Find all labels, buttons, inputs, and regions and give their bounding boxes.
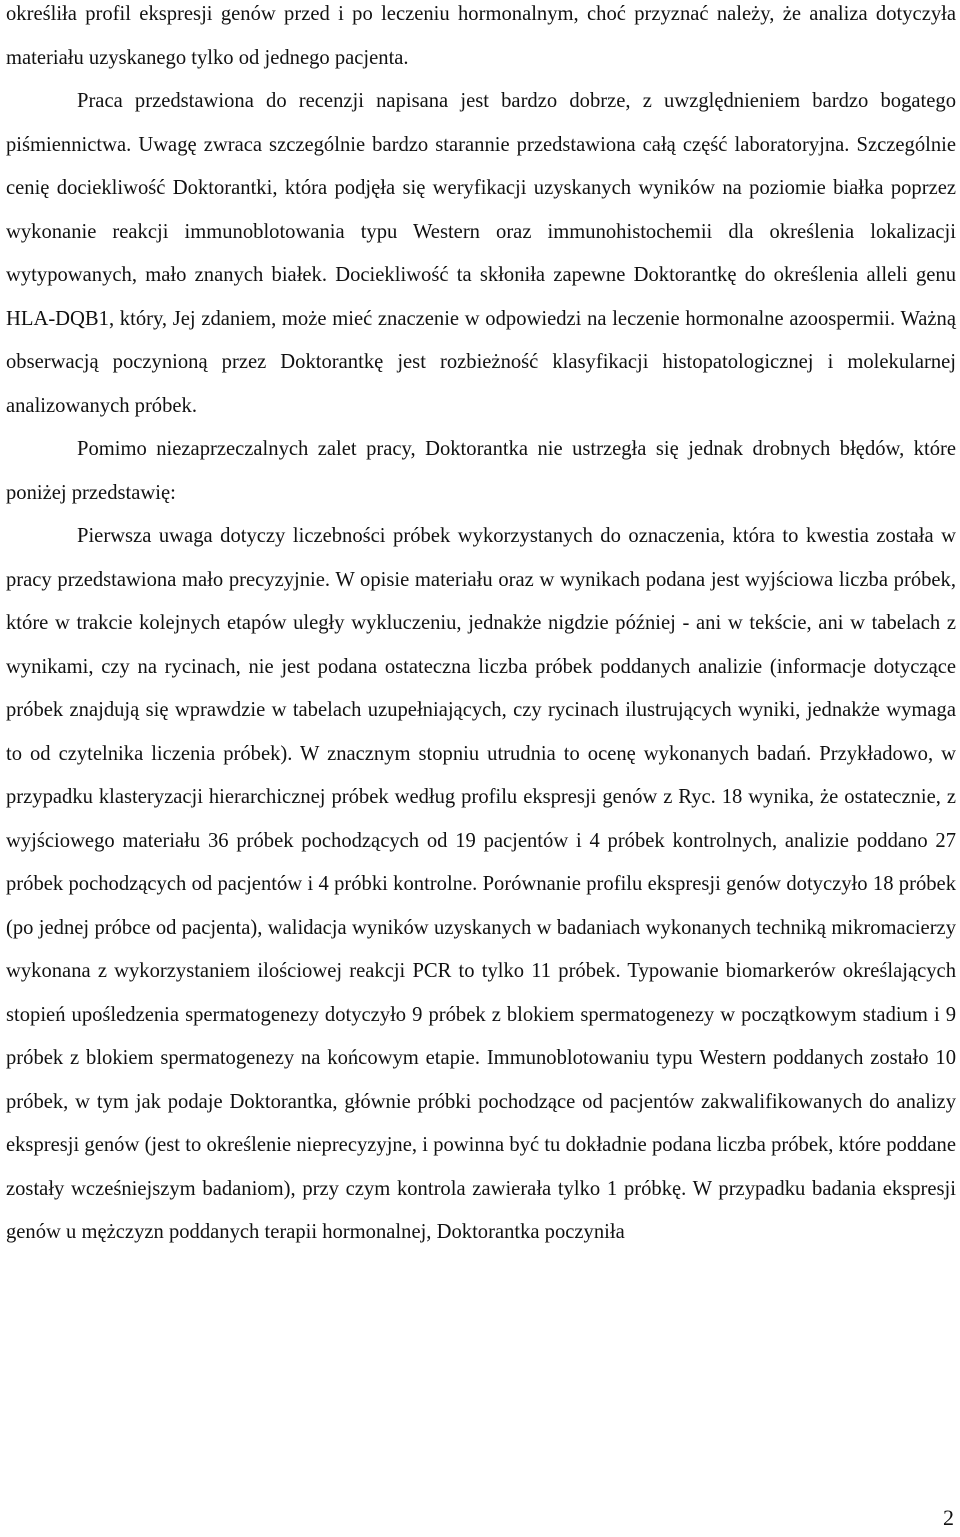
paragraph-transition: Pomimo niezaprzeczalnych zalet pracy, Doktorantka nie ustrzegła się jednak drobnych błędów, które poniżej przedstawię: — [6, 438, 956, 504]
paragraph-praise: Praca przedstawiona do recenzji napisana jest bardzo dobrze, z uwzględnieniem bardzo bogatego piśmiennictwa. Uwagę zwraca szczególnie bardzo starannie przedstawiona całą część laboratoryjna. Szczególnie cenię dociekliwość Doktorantki, która podjęła się weryfikacji uzyskanych wyników na poziomie białka poprzez wykonanie reakcji immunoblotowania typu Western oraz immunohistochemii dla określenia lokalizacji wytypowanych, mało znanych białek. Dociekliwość ta skłoniła zapewne Doktorantkę do określenia alleli genu HLA-DQB1, który, Jej zdaniem, może mieć znaczenie w odpowiedzi na leczenie hormonalne azoospermii. Ważną obserwacją poczynioną przez Doktorantkę jest rozbieżność klasyfikacji histopatologicznej i molekularnej analizowanych próbek. — [6, 90, 956, 417]
page-number: 2 — [943, 1505, 954, 1530]
paragraph-first-remark: Pierwsza uwaga dotyczy liczebności próbek wykorzystanych do oznaczenia, która to kwestia została w pracy przedstawiona mało precyzyjnie. W opisie materiału oraz w wynikach podana jest wyjściowa liczba próbek, które w trakcie kolejnych etapów uległy wykluczeniu, jednakże nigdzie później - ani w tekście, ani w tabelach z wynikami, czy na rycinach, nie jest podana ostateczna liczba próbek poddanych analizie (informacje dotyczące próbek znajdują się wprawdzie w tabelach uzupełniających, czy rycinach ilustrujących wyniki, jednakże wymaga to od czytelnika liczenia próbek). W znacznym stopniu utrudnia to ocenę wykonanych badań. Przykładowo, w przypadku klasteryzacji hierarchicznej próbek według profilu ekspresji genów z Ryc. 18 wynika, że ostatecznie, z wyjściowego materiału 36 próbek pochodzących od 19 pacjentów i 4 próbek kontrolnych, analizie poddano 27 próbek pochodzących od pacjentów i 4 próbki kontrolne. Porównanie profilu ekspresji genów dotyczyło 18 próbek (po jednej próbce od pacjenta), walidacja wyników uzyskanych w badaniach wykonanych techniką mikromacierzy wykonana z wykorzystaniem ilościowej reakcji PCR to tylko 11 próbek. Typowanie biomarkerów określających stopień upośledzenia spermatogenezy dotyczyło 9 próbek z blokiem spermatogenezy w początkowym stadium i 9 próbek z blokiem spermatogenezy na końcowym etapie. Immunoblotowaniu typu Western poddanych zostało 10 próbek, w tym jak podaje Doktorantka, głównie próbki pochodzące od pacjentów zakwalifikowanych do analizy ekspresji genów (jest to określenie nieprecyzyjne, i powinna być tu dokładnie podana liczba próbek, które poddane zostały wcześniejszym badaniom), przy czym kontrola zawierała tylko 1 próbkę. W przypadku badania ekspresji genów u mężczyzn poddanych terapii hormonalnej, Doktorantka poczyniła — [6, 525, 956, 1243]
document-page — [6, 0, 956, 1255]
paragraph-continuation: określiła profil ekspresji genów przed i po leczeniu hormonalnym, choć przyznać należy, że analiza dotyczyła materiału uzyskanego tylko od jednego pacjenta. — [6, 3, 956, 69]
